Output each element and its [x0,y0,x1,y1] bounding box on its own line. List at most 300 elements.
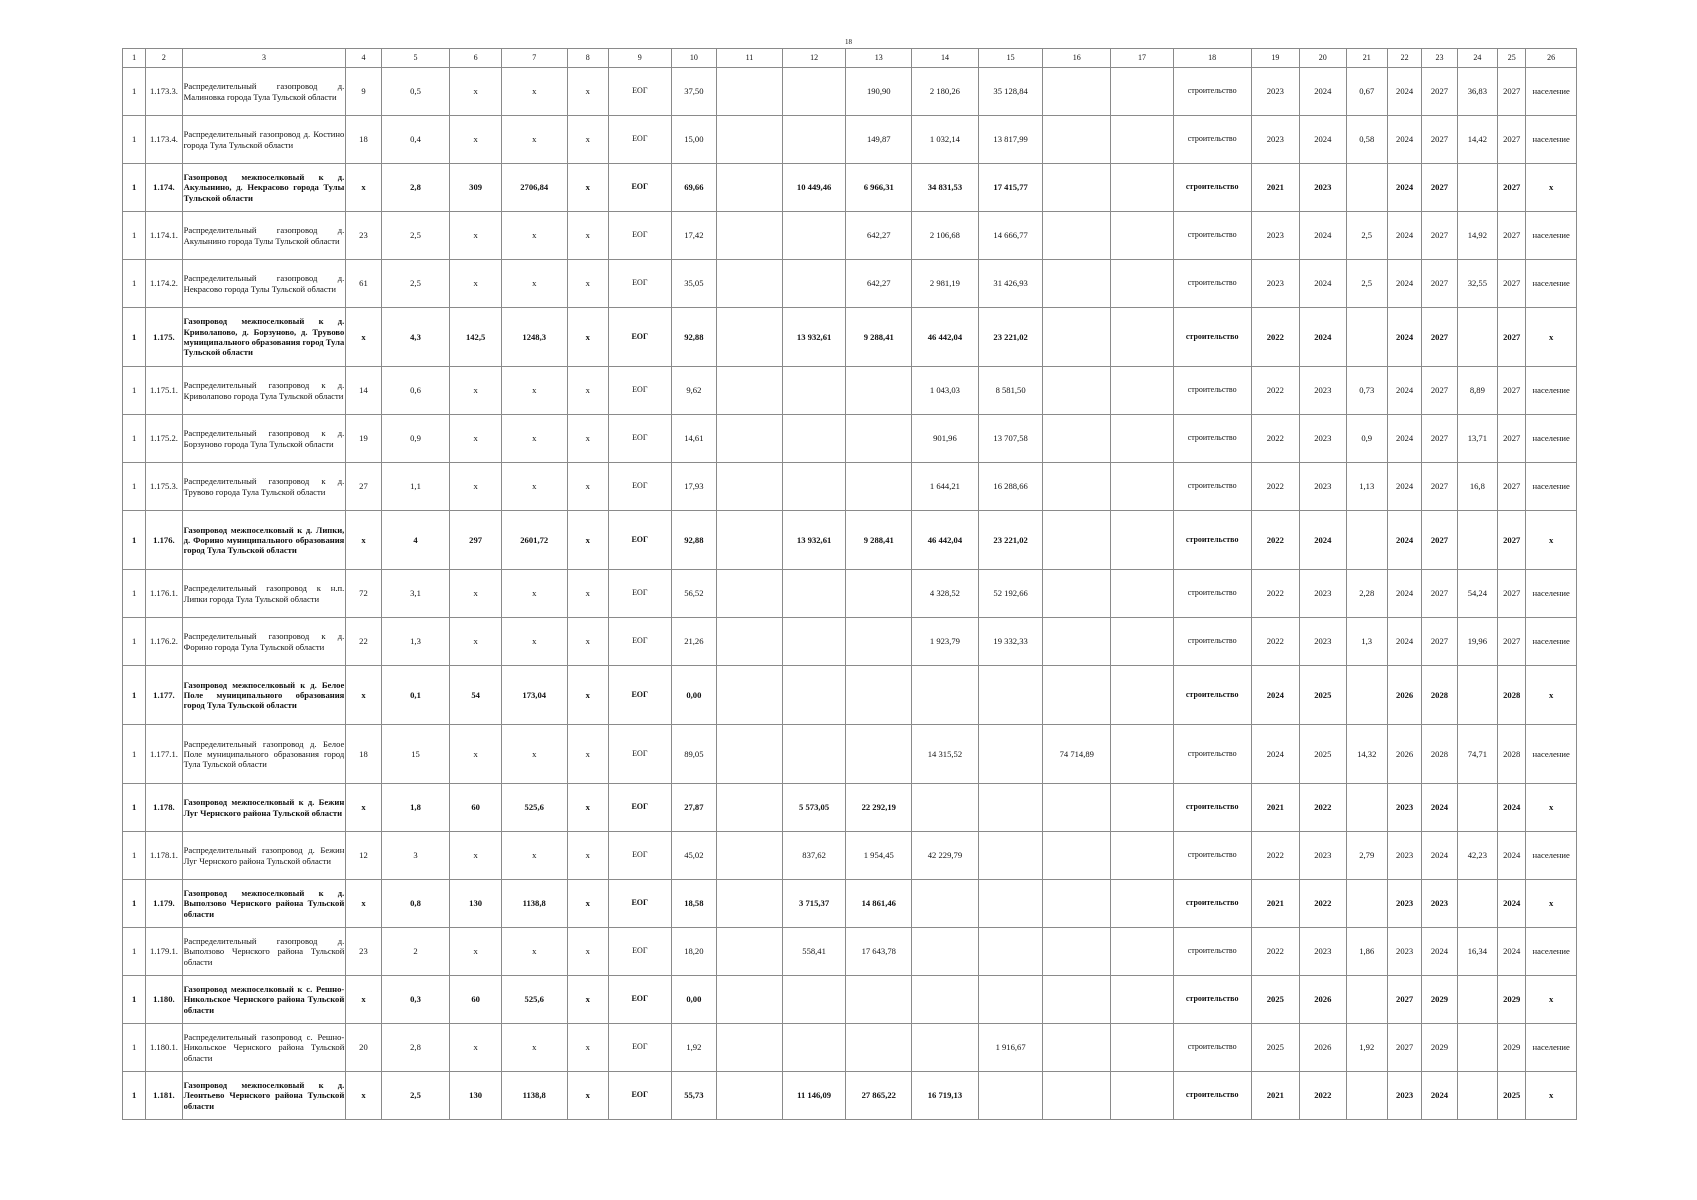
table-cell: 2027 [1498,68,1526,116]
table-cell: 2027 [1498,212,1526,260]
table-cell: 14,92 [1457,212,1497,260]
object-name-cell: Распределительный газопровод д. Костино города Тула Тульской области [182,116,346,164]
table-cell: х [501,725,567,784]
table-cell: население [1526,212,1577,260]
table-cell: 54 [450,666,502,725]
table-row [123,164,1577,212]
table-cell: х [450,618,502,666]
table-cell: строительство [1173,1024,1251,1072]
table-cell: 2023 [1387,832,1421,880]
table-cell: х [501,1024,567,1072]
table-cell: 72 [346,570,381,618]
table-cell: 27,87 [671,784,716,832]
table-cell: 2024 [1300,68,1346,116]
table-cell: 2024 [1387,463,1421,511]
table-cell: 2024 [1498,880,1526,928]
table-row [123,928,1577,976]
table-cell [782,68,846,116]
table-cell: 1248,3 [501,308,567,367]
header-cell: 5 [381,49,450,68]
table-cell: 2028 [1498,725,1526,784]
table-cell: 60 [450,784,502,832]
table-cell: 2027 [1422,570,1457,618]
table-cell: 1.176. [146,511,182,570]
table-cell: 2022 [1251,832,1300,880]
table-cell [717,928,783,976]
table-cell [782,570,846,618]
table-cell: 2024 [1387,511,1421,570]
table-cell: х [501,832,567,880]
table-cell [717,367,783,415]
table-cell: население [1526,928,1577,976]
table-cell: 2026 [1300,976,1346,1024]
table-cell: 16 288,66 [978,463,1043,511]
table-cell: 1 [123,260,146,308]
table-cell: 4,3 [381,308,450,367]
table-cell: 1 644,21 [912,463,979,511]
table-cell: х [450,68,502,116]
table-cell: 1 [123,164,146,212]
table-cell: 173,04 [501,666,567,725]
table-cell: 0,58 [1346,116,1387,164]
table-cell: 1 [123,666,146,725]
object-name-cell: Газопровод межпоселковый к д. Липки, д. Форино муниципального образования город Тула Тульской области [182,511,346,570]
table-cell: х [567,666,608,725]
table-cell [782,666,846,725]
table-cell [1043,618,1111,666]
table-cell: 2023 [1387,1072,1421,1120]
table-cell: 1.175.2. [146,415,182,463]
table-cell [912,1024,979,1072]
table-cell: 16 719,13 [912,1072,979,1120]
object-name-cell: Распределительный газопровод д. Малиновка города Тула Тульской области [182,68,346,116]
table-cell [978,784,1043,832]
table-cell [912,666,979,725]
table-cell: 2022 [1300,880,1346,928]
table-cell: 2025 [1251,976,1300,1024]
table-cell [717,880,783,928]
table-cell: ЕОГ [608,618,671,666]
table-cell: х [567,880,608,928]
table-cell [1043,463,1111,511]
table-cell: х [450,260,502,308]
header-cell: 10 [671,49,716,68]
table-cell: 2023 [1300,463,1346,511]
table-cell: 2026 [1387,666,1421,725]
table-cell: население [1526,367,1577,415]
table-cell: 1.180.1. [146,1024,182,1072]
table-cell: 2022 [1251,415,1300,463]
table-row [123,725,1577,784]
table-cell: 2023 [1251,68,1300,116]
table-cell [846,415,912,463]
table-cell [1043,928,1111,976]
table-cell: строительство [1173,260,1251,308]
table-cell [846,570,912,618]
table-cell: 2,8 [381,1024,450,1072]
table-cell: 9 [346,68,381,116]
table-cell: х [1526,308,1577,367]
table-cell: 13 707,58 [978,415,1043,463]
table-cell: 1 [123,725,146,784]
table-cell [1111,511,1174,570]
table-cell: 2028 [1422,666,1457,725]
table-cell: х [450,116,502,164]
table-cell [846,976,912,1024]
table-cell [1111,570,1174,618]
table-cell: х [346,308,381,367]
table-row [123,784,1577,832]
table-cell [978,928,1043,976]
table-cell: 2027 [1498,618,1526,666]
table-cell: х [567,116,608,164]
table-cell: 1 [123,1072,146,1120]
header-cell: 14 [912,49,979,68]
table-cell: 1.180. [146,976,182,1024]
table-cell: 2027 [1422,511,1457,570]
table-cell: ЕОГ [608,570,671,618]
table-cell: 2022 [1251,618,1300,666]
object-name-cell: Распределительный газопровод д. Бежин Луг Чернского района Тульской области [182,832,346,880]
table-cell: 642,27 [846,212,912,260]
table-cell: х [450,725,502,784]
table-cell: строительство [1173,1072,1251,1120]
table-cell: строительство [1173,511,1251,570]
table-cell: 92,88 [671,511,716,570]
table-cell: ЕОГ [608,367,671,415]
table-cell [1111,415,1174,463]
table-cell: 2028 [1498,666,1526,725]
table-cell: 2022 [1251,928,1300,976]
table-cell [1043,308,1111,367]
table-cell [1111,1072,1174,1120]
table-cell [1043,784,1111,832]
table-cell [1111,164,1174,212]
table-cell: 2024 [1498,784,1526,832]
table-cell [1111,212,1174,260]
table-cell: 1 954,45 [846,832,912,880]
object-name-cell: Распределительный газопровод д. Выползово Чернского района Тульской области [182,928,346,976]
table-cell: ЕОГ [608,308,671,367]
table-cell: 16,8 [1457,463,1497,511]
table-cell: 14 861,46 [846,880,912,928]
table-cell: строительство [1173,880,1251,928]
table-cell: х [567,511,608,570]
table-cell [846,618,912,666]
table-cell: х [501,570,567,618]
table-cell [782,415,846,463]
table-cell: 2024 [1251,725,1300,784]
table-cell: х [346,1072,381,1120]
table-cell: 2024 [1422,1072,1457,1120]
table-cell: 2023 [1251,116,1300,164]
table-row [123,212,1577,260]
table-cell [1346,1072,1387,1120]
table-cell: 0,9 [381,415,450,463]
table-cell: 2027 [1387,976,1421,1024]
table-cell: 2024 [1387,570,1421,618]
table-cell: 1 [123,832,146,880]
table-cell: 1 [123,415,146,463]
table-cell: 6 966,31 [846,164,912,212]
table-cell [1111,928,1174,976]
table-cell: 14 315,52 [912,725,979,784]
table-cell: 0,8 [381,880,450,928]
table-cell: х [501,463,567,511]
table-cell: ЕОГ [608,1072,671,1120]
table-cell [717,415,783,463]
table-cell: 1,3 [381,618,450,666]
table-cell: 2027 [1387,1024,1421,1072]
table-cell: 1 923,79 [912,618,979,666]
table-cell: 0,5 [381,68,450,116]
table-cell: х [1526,1072,1577,1120]
table-cell: 14,42 [1457,116,1497,164]
table-cell [717,1072,783,1120]
table-cell [782,725,846,784]
table-cell [1043,570,1111,618]
table-cell [978,1072,1043,1120]
table-cell [1043,511,1111,570]
table-cell: 2027 [1422,116,1457,164]
table-cell: 1,92 [1346,1024,1387,1072]
table-cell: 52 192,66 [978,570,1043,618]
table-cell [1457,1024,1497,1072]
table-cell: х [567,784,608,832]
table-cell [1111,666,1174,725]
table-cell [1111,784,1174,832]
table-cell: 1,1 [381,463,450,511]
table-cell [1346,666,1387,725]
table-cell: 2024 [1300,260,1346,308]
table-cell: строительство [1173,784,1251,832]
table-cell [978,832,1043,880]
table-cell: ЕОГ [608,415,671,463]
table-cell: 1 [123,68,146,116]
table-row [123,260,1577,308]
table-cell: х [346,666,381,725]
header-cell: 6 [450,49,502,68]
table-cell: ЕОГ [608,260,671,308]
table-cell: 0,6 [381,367,450,415]
table-cell: 92,88 [671,308,716,367]
table-cell: 15 [381,725,450,784]
header-cell: 22 [1387,49,1421,68]
table-cell: 1 [123,618,146,666]
table-cell: 2027 [1422,618,1457,666]
table-cell: 1 [123,880,146,928]
table-cell [717,260,783,308]
table-cell: х [450,415,502,463]
table-cell: 46 442,04 [912,511,979,570]
table-cell [1346,976,1387,1024]
table-cell: ЕОГ [608,666,671,725]
table-cell: 1.176.2. [146,618,182,666]
table-cell: х [567,928,608,976]
table-cell: 0,4 [381,116,450,164]
table-cell: х [1526,164,1577,212]
table-cell: 35 128,84 [978,68,1043,116]
table-row [123,367,1577,415]
table-cell [846,666,912,725]
table-cell: 18,58 [671,880,716,928]
table-cell: 190,90 [846,68,912,116]
table-cell: 2029 [1422,1024,1457,1072]
table-cell: 2021 [1251,164,1300,212]
table-cell: 2022 [1300,1072,1346,1120]
table-cell [1457,880,1497,928]
header-cell: 3 [182,49,346,68]
table-cell [1043,116,1111,164]
table-cell: 2021 [1251,880,1300,928]
table-cell: 1,92 [671,1024,716,1072]
table-cell [1043,666,1111,725]
table-cell: х [567,164,608,212]
table-cell: 3 715,37 [782,880,846,928]
table-cell: ЕОГ [608,1024,671,1072]
table-cell: х [567,725,608,784]
table-cell: 5 573,05 [782,784,846,832]
header-cell: 1 [123,49,146,68]
table-cell: 2026 [1387,725,1421,784]
table-cell [782,367,846,415]
table-cell: 0,00 [671,666,716,725]
header-cell: 25 [1498,49,1526,68]
table-cell [1111,976,1174,1024]
table-cell: ЕОГ [608,976,671,1024]
table-row [123,618,1577,666]
table-cell: 1138,8 [501,880,567,928]
table-cell: 2023 [1251,260,1300,308]
object-name-cell: Распределительный газопровод д. Некрасово города Тулы Тульской области [182,260,346,308]
table-cell [912,784,979,832]
table-cell: 2026 [1300,1024,1346,1072]
table-cell: 18 [346,116,381,164]
table-cell: 13,71 [1457,415,1497,463]
table-cell: 2,5 [1346,260,1387,308]
header-cell: 17 [1111,49,1174,68]
table-cell: 17 415,77 [978,164,1043,212]
table-cell: 19 332,33 [978,618,1043,666]
table-cell: 2027 [1422,212,1457,260]
header-cell: 26 [1526,49,1577,68]
table-cell: 2024 [1387,68,1421,116]
table-cell [782,618,846,666]
table-cell [1043,164,1111,212]
table-cell [717,511,783,570]
table-cell [782,976,846,1024]
table-cell: 0,73 [1346,367,1387,415]
table-cell: 89,05 [671,725,716,784]
table-cell: 2022 [1251,367,1300,415]
table-cell [1111,1024,1174,1072]
table-cell [782,1024,846,1072]
table-cell [1111,463,1174,511]
table-cell: 1.173.3. [146,68,182,116]
table-cell [1111,880,1174,928]
table-cell: х [501,618,567,666]
table-cell: 2 106,68 [912,212,979,260]
table-cell: 18,20 [671,928,716,976]
table-cell: х [1526,976,1577,1024]
table-cell: строительство [1173,212,1251,260]
table-cell: 2 180,26 [912,68,979,116]
table-cell [717,308,783,367]
header-cell: 19 [1251,49,1300,68]
table-cell: 2024 [1251,666,1300,725]
table-cell [912,928,979,976]
table-cell [717,618,783,666]
table-cell: строительство [1173,976,1251,1024]
table-cell [1457,666,1497,725]
table-cell: 19,96 [1457,618,1497,666]
table-cell: 2027 [1498,164,1526,212]
object-name-cell: Газопровод межпоселковый к с. Решно-Никольское Чернского района Тульской области [182,976,346,1024]
table-cell: 2029 [1422,976,1457,1024]
table-cell: 8,89 [1457,367,1497,415]
table-cell: х [450,570,502,618]
table-cell: х [346,511,381,570]
table-cell: 1.177. [146,666,182,725]
table-cell: 32,55 [1457,260,1497,308]
table-cell [846,463,912,511]
table-cell [1111,116,1174,164]
table-cell: 1 [123,1024,146,1072]
object-name-cell: Газопровод межпоселковый к д. Леонтьево Чернского района Тульской области [182,1072,346,1120]
table-cell: 3 [381,832,450,880]
table-cell: 46 442,04 [912,308,979,367]
table-cell: 8 581,50 [978,367,1043,415]
table-cell: строительство [1173,832,1251,880]
table-cell [717,570,783,618]
object-name-cell: Распределительный газопровод с. Решно-Никольское Чернского района Тульской области [182,1024,346,1072]
table-cell: ЕОГ [608,164,671,212]
table-cell: строительство [1173,308,1251,367]
table-cell: 2022 [1251,570,1300,618]
table-cell: 2024 [1387,164,1421,212]
table-cell: 2024 [1300,212,1346,260]
table-cell: 2,8 [381,164,450,212]
object-name-cell: Распределительный газопровод к д. Борзуново города Тула Тульской области [182,415,346,463]
table-cell [1043,415,1111,463]
object-name-cell: Газопровод межпоселковый к д. Акулынино, д. Некрасово города Тулы Тульской области [182,164,346,212]
table-cell [717,666,783,725]
table-cell: 22 [346,618,381,666]
table-cell: 2024 [1387,415,1421,463]
table-cell: 2023 [1422,880,1457,928]
table-row [123,308,1577,367]
table-cell: х [450,367,502,415]
object-name-cell: Распределительный газопровод к д. Трувово города Тула Тульской области [182,463,346,511]
header-cell: 8 [567,49,608,68]
object-name-cell: Распределительный газопровод к д. Форино города Тула Тульской области [182,618,346,666]
header-cell: 15 [978,49,1043,68]
table-cell: х [1526,666,1577,725]
table-cell: население [1526,463,1577,511]
table-cell: 42 229,79 [912,832,979,880]
table-cell: 22 292,19 [846,784,912,832]
table-cell: 2024 [1498,832,1526,880]
table-cell: 149,87 [846,116,912,164]
table-cell: 2027 [1422,463,1457,511]
table-cell: 1.178. [146,784,182,832]
table-cell: 1 [123,928,146,976]
table-cell [717,832,783,880]
table-cell: 0,3 [381,976,450,1024]
table-cell: х [567,976,608,1024]
table-cell: 2021 [1251,1072,1300,1120]
table-row [123,666,1577,725]
